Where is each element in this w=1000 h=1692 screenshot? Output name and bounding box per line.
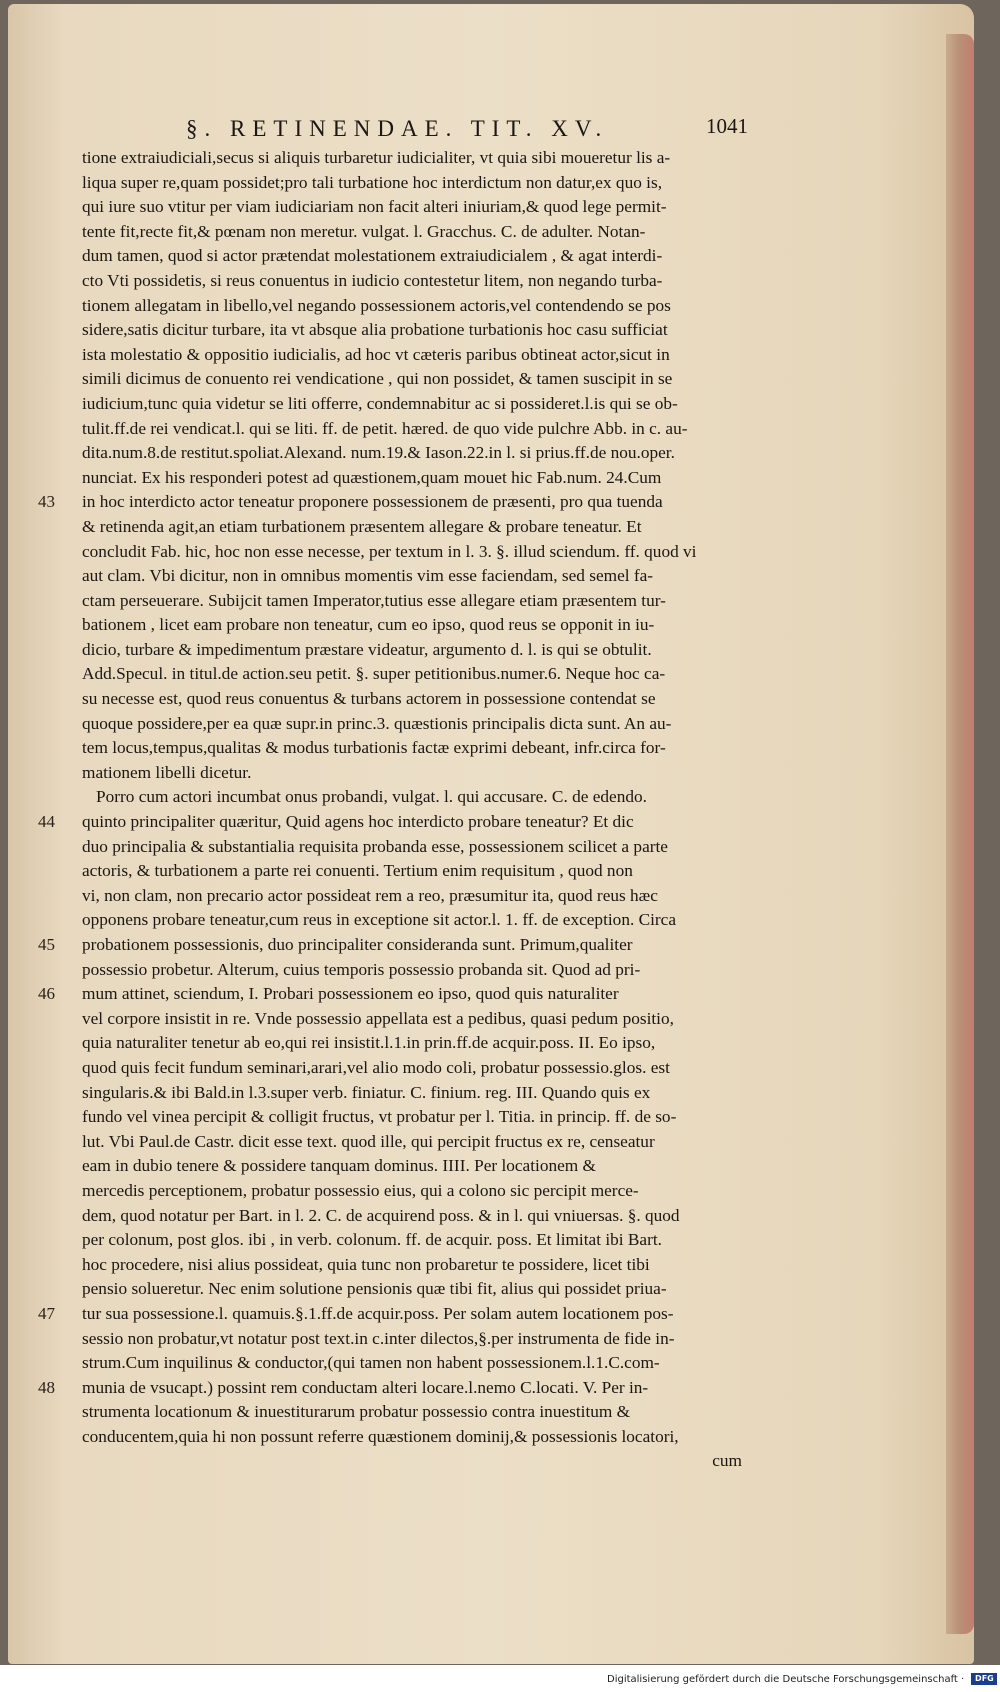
text-line: ista molestatio & oppositio iudicialis, ad hoc vt cæteris paribus obtineat actor,sicut in <box>82 344 670 364</box>
page-edge <box>946 34 974 1634</box>
body-text <box>82 146 742 1474</box>
margin-number: 44 <box>38 812 55 832</box>
text-line: tione extraiudiciali,secus si aliquis turbaretur iudicialiter, vt quia sibi moueretur lis a- <box>82 148 671 167</box>
text-line: probationem possessionis, duo principaliter consideranda sunt. Primum,qualiter <box>82 935 633 954</box>
text-line: per colonum, post glos. ibi , in verb. colonum. ff. de acquir. poss. Et limitat ibi Bart. <box>82 1230 662 1250</box>
text-line: su necesse est, quod reus conuentus & turbans actorem in possessione contendat se <box>82 689 656 709</box>
text-line: actoris, & turbationem a parte rei conuenti. Tertium enim requisitum , quod non <box>82 861 633 881</box>
text-line: strum.Cum inquilinus & conductor,(qui tamen non habent possessionem.l.1.C.com- <box>82 1353 660 1373</box>
text-line: vel corpore insistit in re. Vnde possessio appellata est a pedibus, quasi pedum positio, <box>82 1008 674 1028</box>
text-line: singularis.& ibi Bald.in l.3.super verb. finiatur. C. finium. reg. III. Quando quis ex <box>82 1082 651 1102</box>
text-line: ctam perseuerare. Subijcit tamen Imperator,tutius esse allegare etiam præsentem tur- <box>82 590 666 610</box>
text-line: Add.Specul. in titul.de action.seu petit. §. super petitionibus.numer.6. Neque hoc ca- <box>82 664 666 684</box>
margin-number: 45 <box>38 935 55 955</box>
margin-number: 46 <box>38 984 55 1004</box>
text-line: quinto principaliter quæritur, Quid agens hoc interdicto probare teneatur? Et dic <box>82 812 634 832</box>
text-line: pensio solueretur. Nec enim solutione pensionis quæ tibi fit, alius qui possidet priua- <box>82 1279 667 1299</box>
text-line: tur sua possessione.l. quamuis.§.1.ff.de acquir.poss. Per solam autem locationem pos- <box>82 1303 674 1323</box>
text-line: cto Vti possidetis, si reus conuentus in iudicio contestetur litem, non negando turba- <box>82 270 663 290</box>
text-line: simili dicimus de conuento rei vendicatione , qui non possidet, & tamen suscipit in se <box>82 369 673 389</box>
dfg-logo: DFG <box>971 1673 997 1685</box>
text-line: liqua super re,quam possidet;pro tali turbatione hoc interdictum non datur,ex quo is, <box>82 172 663 192</box>
page-number: 1041 <box>706 114 748 138</box>
text-line: tente fit,recte fit,& pœnam non meretur. vulgat. l. Gracchus. C. de adulter. Notan- <box>82 221 646 241</box>
text-line: dita.num.8.de restitut.spoliat.Alexand. num.19.& Iason.22.in l. si prius.ff.de nou.oper. <box>82 443 675 463</box>
text-line: & retinenda agit,an etiam turbationem præsentem allegare & probare teneatur. Et <box>82 516 642 536</box>
margin-number: 48 <box>38 1378 55 1397</box>
text-line: nunciat. Ex his responderi potest ad quæstionem,quam mouet hic Fab.num. 24.Cum <box>82 467 662 487</box>
text-line: tulit.ff.de rei vendicat.l. qui se liti. ff. de petit. hæred. de quo vide pulchre Abb. in c. au- <box>82 418 688 438</box>
text-line: conducentem,quia hi non possunt referre quæstionem dominij,& possessionis locatori, <box>82 1426 679 1446</box>
text-line: quoque possidere,per ea quæ supr.in princ.3. quæstionis principalis dicta sunt. An au- <box>82 713 672 733</box>
text-line: Porro cum actori incumbat onus probandi, vulgat. l. qui accusare. C. de edendo. <box>96 787 647 807</box>
text-line: dicio, turbare & impedimentum præstare videatur, argumento d. l. is qui se obtulit. <box>82 639 652 659</box>
text-line: iudicium,tunc quia videtur se liti offerre, condemnabitur ac si possideret.l.is qui se ob- <box>82 393 678 413</box>
text-line: qui iure suo vtitur per viam iudiciariam non facit alteri iniuriam,& quod lege permit- <box>82 197 667 217</box>
text-line: strumenta locationum & inuestiturarum probatur possessio contra inuestitum & <box>82 1402 631 1422</box>
text-line: dum tamen, quod si actor prætendat molestationem extraiudicialem , & agat interdi- <box>82 246 663 266</box>
text-line: mationem libelli dicetur. <box>82 762 252 782</box>
text-line: in hoc interdicto actor teneatur proponere possessionem de præsenti, pro qua tuenda <box>82 492 663 512</box>
running-title: §. RETINENDAE. TIT. XV. <box>186 116 609 141</box>
text-line: mum attinet, sciendum, I. Probari possessionem eo ipso, quod quis naturaliter <box>82 984 619 1004</box>
text-line: mercedis perceptionem, probatur possessio eius, qui a colono sic percipit merce- <box>82 1180 639 1200</box>
text-line: munia de vsucapt.) possint rem conductam alteri locare.l.nemo C.locati. V. Per in- <box>82 1377 649 1397</box>
text-line: duo principalia & substantialia requisita probanda esse, possessionem scilicet a parte <box>82 836 668 856</box>
text-line: hoc procedere, nisi alius possideat, quia tunc non probaretur te possidere, licet tibi <box>82 1254 650 1274</box>
text-line: tem locus,tempus,qualitas & modus turbationis factæ exprimi debeant, infr.circa for- <box>82 738 666 758</box>
text-line: bationem , licet eam probare non teneatur, cum eo ipso, quod reus se opponit in iu- <box>82 615 655 635</box>
margin-number: 43 <box>38 492 55 512</box>
text-line: concludit Fab. hic, hoc non esse necesse, per textum in l. 3. §. illud sciendum. ff. quod vi <box>82 541 697 561</box>
text-line: quia naturaliter tenetur ab eo,qui rei insistit.l.1.in prin.ff.de acquir.poss. II. Eo ipso, <box>82 1033 656 1053</box>
text-line: sidere,satis dicitur turbare, ita vt absque alia probatione turbationis hoc casu sufficiat <box>82 320 668 340</box>
text-line: cum <box>712 1451 742 1471</box>
text-line: eam in dubio tenere & possidere tanquam dominus. IIII. Per locationem & <box>82 1156 596 1176</box>
text-line: sessio non probatur,vt notatur post text.in c.inter dilectos,§.per instrumenta de fide in- <box>82 1328 675 1348</box>
footer-credit-text: Digitalisierung gefördert durch die Deutsche Forschungsgemeinschaft · <box>607 1674 965 1685</box>
text-line: vi, non clam, non precario actor possideat rem a reo, præsumitur ita, quod reus hæc <box>82 885 658 905</box>
text-line: aut clam. Vbi dicitur, non in omnibus momentis vim esse faciendam, sed semel fa- <box>82 566 654 586</box>
text-line: quod quis fecit fundum seminari,arari,vel alio modo coli, probatur possessio.glos. est <box>82 1057 670 1077</box>
margin-number: 47 <box>38 1304 55 1324</box>
footer-credit <box>607 1673 997 1685</box>
text-line: fundo vel vinea percipit & colligit fructus, vt probatur per l. Titia. in princip. ff. de so- <box>82 1107 677 1127</box>
text-line: dem, quod notatur per Bart. in l. 2. C. de acquirend poss. & in l. qui vniuersas. §. quod <box>82 1205 680 1225</box>
text-line: tionem allegatam in libello,vel negando possessionem actoris,vel contendendo se pos <box>82 295 671 315</box>
text-line: possessio probetur. Alterum, cuius temporis possessio probanda sit. Quod ad pri- <box>82 959 641 979</box>
text-line: lut. Vbi Paul.de Castr. dicit esse text. quod ille, qui percipit fructus ex re, censeatur <box>82 1131 655 1151</box>
text-line: opponens probare teneatur,cum reus in exceptione sit actor.l. 1. ff. de exception. Circa <box>82 910 677 930</box>
